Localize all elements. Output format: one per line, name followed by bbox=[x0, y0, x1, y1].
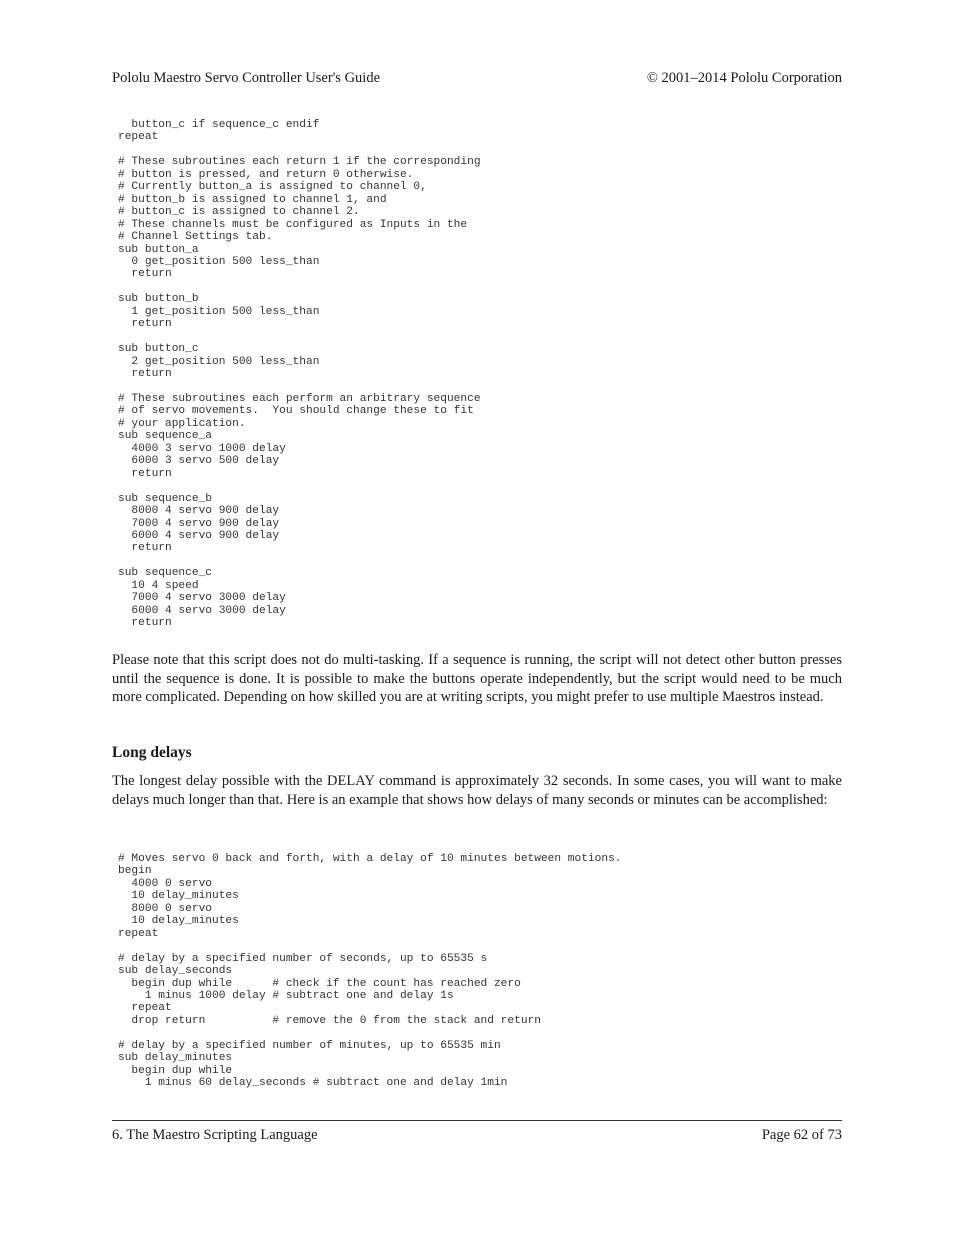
footer-divider bbox=[112, 1120, 842, 1121]
code-block-button-subroutines: button_c if sequence_c endif repeat # These subroutines each return 1 if the corresponding # button is pressed, and return 0 otherwise. # Currently button_a is assigned to channel 0, # button_b is assigned to channel 1, and # button_c is assigned to channel 2. # These channels must be configured as Inputs in the # Channel Settings tab. sub button_a 0 get_position 500 less_than return sub button_b 1 get_position 500 less_than return sub button_c 2 get_position 500 less_than return # These subroutines each perform an arbitrary sequence # of servo movements. You should change these to fit # your application. sub sequence_a 4000 3 servo 1000 delay 6000 3 servo 500 delay return sub sequence_b 8000 4 servo 900 delay 7000 4 servo 900 delay 6000 4 servo 900 delay return sub sequence_c 10 4 speed 7000 4 servo 3000 delay 6000 4 servo 3000 delay return bbox=[118, 119, 481, 630]
header-title: Pololu Maestro Servo Controller User's Guide bbox=[112, 70, 381, 86]
code-block-long-delays: # Moves servo 0 back and forth, with a delay of 10 minutes between motions. begin 4000 0 servo 10 delay_minutes 8000 0 servo 10 delay_minutes repeat # delay by a specified number of seconds, up to 65535 s sub delay_seconds begin dup while # check if the count has reached zero 1 minus 1000 delay # subtract one and delay 1s repeat drop return # remove the 0 from the stack and return # delay by a specified number of minutes, up to 65535 min sub delay_minutes begin dup while 1 minus 60 delay_seconds # subtract one and delay 1min bbox=[118, 853, 622, 1090]
section-heading-long-delays: Long delays bbox=[112, 744, 192, 761]
long-delays-paragraph: The longest delay possible with the DELAY command is approximately 32 seconds. In some cases, you will want to make delays much longer than that. Here is an example that shows how delays of many seconds or minutes can be accomplished: bbox=[112, 773, 842, 808]
multitasking-note-paragraph: Please note that this script does not do multi-tasking. If a sequence is running, the script will not detect other button presses until the sequence is done. It is possible to make the buttons operate independently, but the script would need to be much more complicated. Depending on how skilled you are at writing scripts, you might prefer to use multiple Maestros instead. bbox=[112, 652, 842, 705]
footer-section-title: 6. The Maestro Scripting Language bbox=[112, 1127, 318, 1143]
footer-page-number: Page 62 of 73 bbox=[761, 1127, 842, 1143]
header-copyright: © 2001–2014 Pololu Corporation bbox=[646, 70, 842, 86]
